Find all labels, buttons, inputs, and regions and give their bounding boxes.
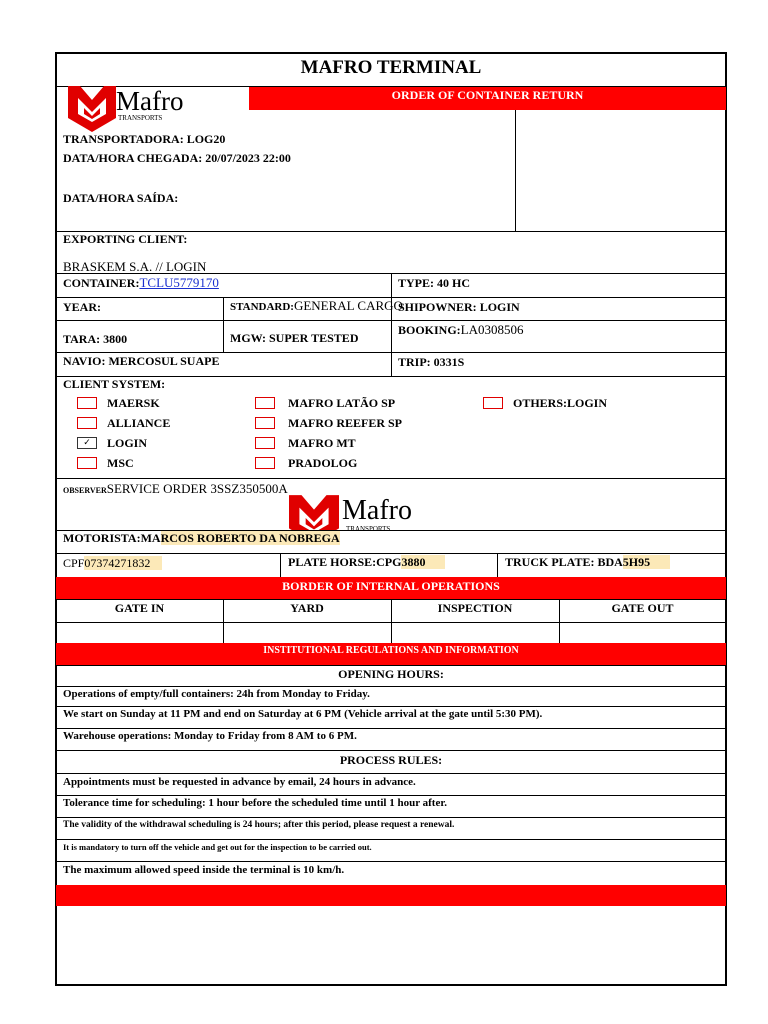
opening-hours-line: Operations of empty/full containers: 24h from Monday to Friday.	[63, 688, 370, 700]
carrier-label: TRANSPORTADORA: LOG20	[63, 132, 226, 146]
truck-plate-value: 5H95	[623, 555, 670, 569]
checkbox-msc[interactable]	[77, 457, 97, 469]
type-label: TYPE: 40 HC	[398, 276, 470, 290]
client-system-label: CLIENT SYSTEM:	[63, 377, 166, 391]
checkbox-maersk[interactable]	[77, 397, 97, 409]
internal-ops-banner: BORDER OF INTERNAL OPERATIONS	[282, 579, 500, 593]
option-mafro-mt: MAFRO MT	[288, 436, 356, 450]
container-label: CONTAINER:TCLU5779170	[63, 275, 219, 290]
process-rule-line: The validity of the withdrawal scheduling is 24 hours; after this period, please request a renewal.	[63, 820, 455, 830]
carrier-value: LOG20	[186, 132, 226, 146]
exporting-client-label: EXPORTING CLIENT:	[63, 232, 188, 246]
checkbox-others[interactable]	[483, 397, 503, 409]
standard-value: GENERAL CARGO	[293, 298, 403, 313]
checkbox-mafro-latao-sp[interactable]	[255, 397, 275, 409]
company-logo	[66, 84, 196, 132]
option-alliance: ALLIANCE	[107, 416, 171, 430]
plate-horse-field: PLATE HORSE:CPG3880	[288, 555, 445, 570]
standard-label: STANDARD:GENERAL CARGO	[230, 298, 403, 313]
mgw-value: SUPER TESTED	[269, 331, 359, 345]
container-value: TCLU5779170	[139, 275, 219, 290]
col-inspection: INSPECTION	[437, 601, 513, 615]
driver-field: MOTORISTA:MARCOS ROBERTO DA NOBREGA	[63, 531, 340, 545]
checkbox-alliance[interactable]	[77, 417, 97, 429]
order-banner: ORDER OF CONTAINER RETURN	[391, 88, 584, 102]
option-msc: MSC	[107, 456, 134, 470]
exporting-client-value: BRASKEM S.A. // LOGIN	[63, 259, 207, 274]
arrival-label: DATA/HORA CHEGADA: 20/07/2023 22:00	[63, 151, 291, 165]
type-value: 40 HC	[437, 276, 470, 290]
plate-horse-value: 3880	[401, 555, 445, 569]
checkbox-mafro-reefer-sp[interactable]	[255, 417, 275, 429]
footer-red-bar	[56, 885, 726, 906]
checkbox-login[interactable]	[77, 437, 97, 449]
page-title: MAFRO TERMINAL	[300, 57, 482, 78]
checkbox-mafro-mt[interactable]	[255, 437, 275, 449]
process-rule-line: Appointments must be requested in advance by email, 24 hours in advance.	[63, 776, 416, 788]
logo-name: Mafro	[342, 495, 412, 526]
process-rules-heading: PROCESS RULES:	[339, 753, 443, 767]
booking-label: BOOKING:LA0308506	[398, 322, 524, 337]
navio-value: MERCOSUL SUAPE	[108, 354, 220, 368]
booking-value: LA0308506	[460, 322, 524, 337]
col-gate-in: GATE IN	[114, 601, 165, 615]
col-gate-out: GATE OUT	[611, 601, 674, 615]
opening-hours-heading: OPENING HOURS:	[338, 667, 444, 681]
tara-value: 3800	[103, 332, 128, 346]
logo-subtitle: TRANSPORTS	[346, 525, 391, 533]
observer-value: SERVICE ORDER 3SSZ350500A	[106, 481, 288, 496]
option-login: LOGIN	[107, 436, 148, 450]
departure-label: DATA/HORA SAÍDA:	[63, 191, 179, 205]
regulations-banner: INSTITUTIONAL REGULATIONS AND INFORMATION	[263, 645, 519, 656]
check-mark-icon: ✓	[83, 437, 91, 447]
option-mafro-latao-sp: MAFRO LATÃO SP	[288, 396, 396, 410]
truck-plate-field: TRUCK PLATE: BDA5H95	[505, 555, 670, 570]
process-rule-line: Tolerance time for scheduling: 1 hour before the scheduled time until 1 hour after.	[63, 797, 447, 809]
tara-label: TARA: 3800	[63, 332, 128, 346]
process-rule-line: It is mandatory to turn off the vehicle and get out for the inspection to be carried out.	[63, 842, 372, 852]
mgw-label: MGW: SUPER TESTED	[230, 331, 359, 345]
option-others: OTHERS:LOGIN	[513, 396, 608, 410]
mafro-logo-icon	[66, 84, 118, 132]
navio-label: NAVIO: MERCOSUL SUAPE	[63, 354, 220, 368]
year-label: YEAR:	[63, 300, 101, 314]
observer-field: OBSERVERSERVICE ORDER 3SSZ350500A	[63, 481, 288, 496]
arrival-value: 20/07/2023 22:00	[205, 151, 291, 165]
cpf-value: 07374271832	[84, 556, 162, 570]
trip-value: 0331S	[433, 355, 465, 369]
col-yard: YARD	[290, 601, 324, 615]
option-pradolog: PRADOLOG	[288, 456, 358, 470]
opening-hours-line: Warehouse operations: Monday to Friday from 8 AM to 6 PM.	[63, 730, 357, 742]
cpf-field: CPF07374271832	[63, 556, 162, 571]
shipowner-label: SHIPOWNER: LOGIN	[398, 300, 520, 314]
checkbox-pradolog[interactable]	[255, 457, 275, 469]
logo-name: Mafro	[116, 86, 184, 116]
shipowner-value: LOGIN	[479, 300, 520, 314]
option-mafro-reefer-sp: MAFRO REEFER SP	[288, 416, 402, 430]
process-rule-line: The maximum allowed speed inside the terminal is 10 km/h.	[63, 864, 345, 876]
option-maersk: MAERSK	[107, 396, 160, 410]
trip-label: TRIP: 0331S	[398, 355, 465, 369]
opening-hours-line: We start on Sunday at 11 PM and end on Saturday at 6 PM (Vehicle arrival at the gate until 5:30 PM).	[63, 708, 543, 720]
logo-subtitle: TRANSPORTS	[118, 114, 163, 122]
driver-value: RCOS ROBERTO DA NOBREGA	[160, 531, 340, 545]
